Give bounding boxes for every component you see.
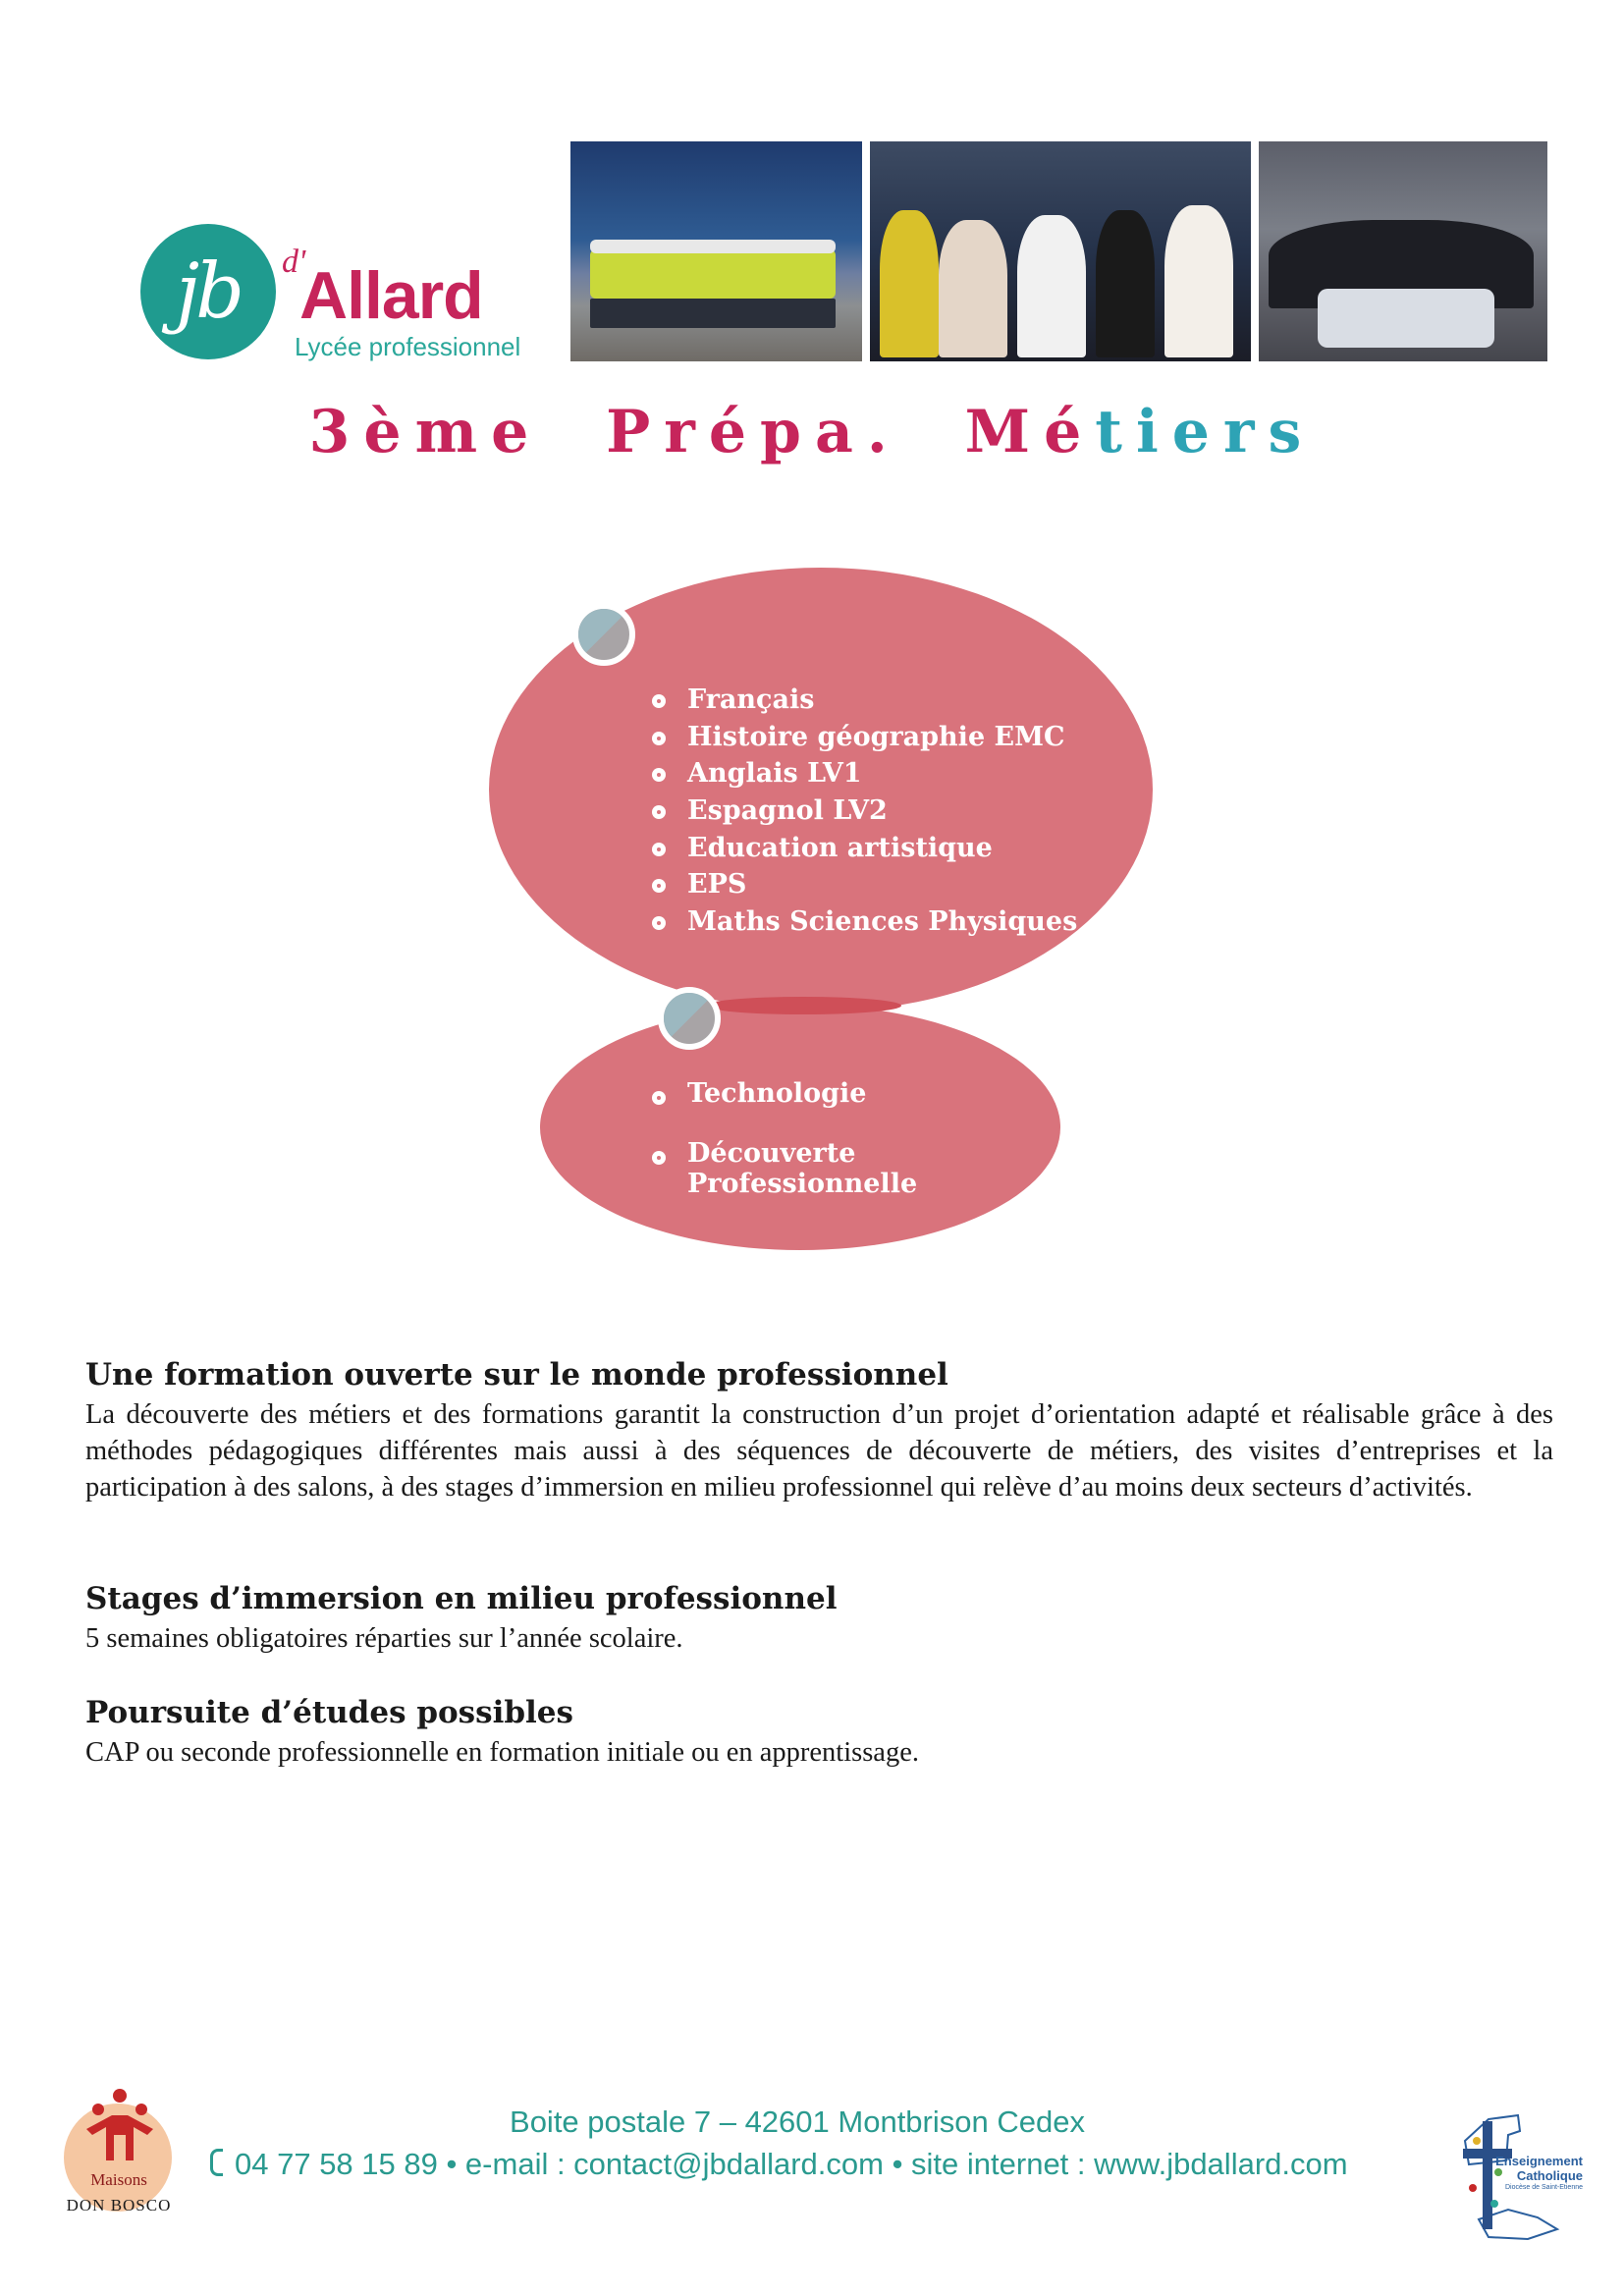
footer-contact: [210, 2147, 1348, 2182]
list-item: Maths Sciences Physiques: [652, 903, 1077, 941]
students-site-visit-photo: [570, 141, 862, 361]
school-logo-subtitle: Lycée professionnel: [295, 332, 521, 361]
footer-address: Boite postale 7 – 42601 Montbrison Cedex: [510, 2105, 1085, 2139]
list-item: EPS: [652, 866, 1077, 903]
page-title: [0, 398, 1624, 466]
section-heading: Poursuite d’études possibles: [85, 1695, 573, 1730]
general-subjects-list: [652, 682, 1077, 941]
professional-subjects-list: [652, 1078, 918, 1229]
ellipse-node-icon: [572, 603, 635, 666]
enseignement-label-1: Enseignement: [1495, 2154, 1583, 2168]
footer-contact-text: 04 77 58 15 89 • e-mail : contact@jbdallard.com • site internet : www.jbdallard.com: [235, 2147, 1348, 2181]
list-item: Espagnol LV2: [652, 793, 1077, 830]
ellipse-node-icon: [658, 987, 721, 1050]
phone-icon: [210, 2149, 223, 2176]
list-item: Histoire géographie EMC: [652, 719, 1077, 756]
don-bosco-label-1: Maisons: [90, 2170, 147, 2189]
title-part-1: 3ème: [308, 398, 543, 466]
students-event-photo: [870, 141, 1251, 361]
list-item: Découverte Professionnelle: [652, 1138, 907, 1199]
section-heading: Stages d’immersion en milieu professionnel: [85, 1581, 838, 1616]
section-body: CAP ou seconde professionnelle en formation initiale ou en apprentissage.: [85, 1737, 919, 1768]
list-item: Technologie: [652, 1078, 907, 1109]
list-item: Anglais LV1: [652, 755, 1077, 793]
section-body: 5 semaines obligatoires réparties sur l’année scolaire.: [85, 1623, 683, 1654]
title-part-3: [965, 398, 1316, 466]
section-body: La découverte des métiers et des formations garantit la construction d’un projet d’orientation adapté et réalisable grâce à des méthodes pédagogiques différentes mais aussi à des séquences de découverte de métiers, des visites d’entreprises et la participation à des salons, à des stages d’immersion en milieu professionnel qui relève d’au moins deux secteurs d’activités.: [85, 1399, 1553, 1503]
school-logo-mark: jb: [175, 247, 242, 336]
school-logo-d: d': [282, 244, 306, 280]
list-item: Education artistique: [652, 830, 1077, 867]
ellipse-connector: [705, 997, 901, 1014]
title-part-2: Prépa.: [606, 398, 901, 466]
list-item: Français: [652, 682, 1077, 719]
section-heading: Une formation ouverte sur le monde professionnel: [85, 1357, 948, 1393]
enseignement-label-2: Catholique: [1516, 2168, 1583, 2183]
students-collection-photo: [1259, 141, 1547, 361]
enseignement-label: [1485, 2154, 1583, 2183]
enseignement-sublabel: Diocèse de Saint-Etienne: [1505, 2184, 1583, 2191]
don-bosco-label-2: DON BOSCO: [66, 2196, 172, 2214]
school-logo-name: Allard: [299, 258, 483, 333]
title-part-3-text: Métiers: [964, 398, 1316, 466]
